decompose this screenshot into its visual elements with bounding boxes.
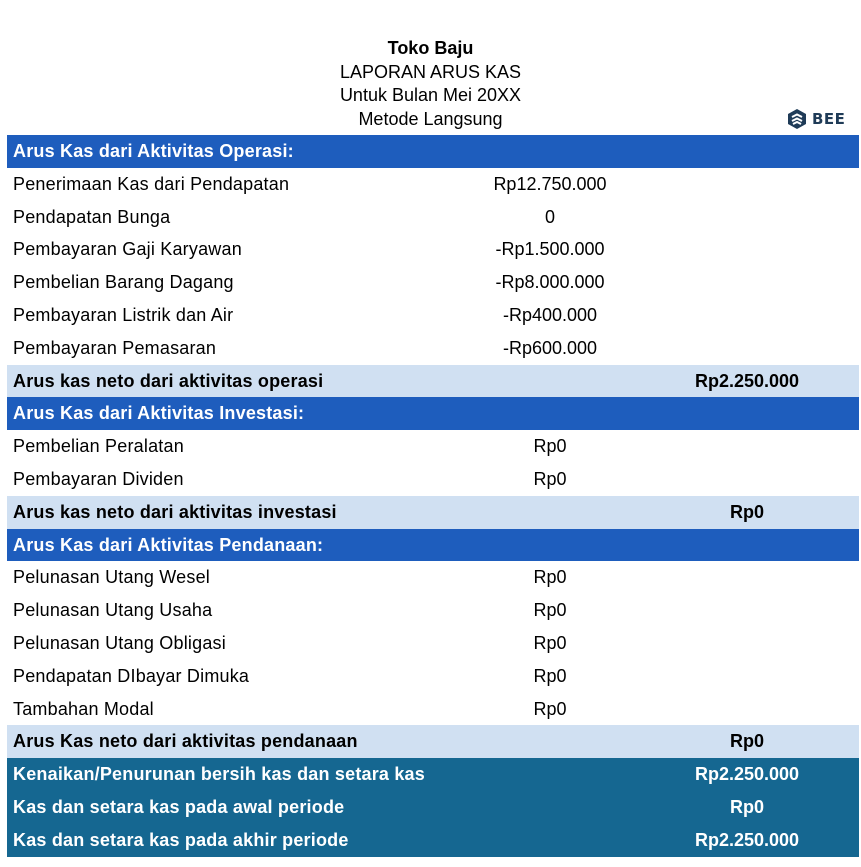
net-label: Arus kas neto dari aktivitas operasi	[13, 370, 324, 391]
row-value: Rp0	[533, 665, 567, 686]
row-value: 0	[544, 206, 555, 227]
table-row	[7, 266, 859, 299]
row-label: Pembelian Barang Dagang	[13, 272, 234, 293]
section-label: Arus Kas dari Aktivitas Investasi:	[13, 403, 305, 424]
section-financing-heading	[7, 529, 859, 562]
row-value: Rp0	[533, 567, 567, 588]
table-row	[7, 627, 859, 660]
section-label: Arus Kas dari Aktivitas Pendanaan:	[13, 534, 324, 555]
summary-label: Kenaikan/Penurunan bersih kas dan setara kas	[13, 764, 425, 785]
section-label: Arus Kas dari Aktivitas Operasi:	[13, 141, 294, 161]
net-label: Arus kas neto dari aktivitas investasi	[13, 501, 337, 522]
table-row	[7, 660, 859, 693]
summary-beginning-row	[7, 791, 859, 824]
section-operating-heading	[7, 135, 859, 168]
net-value: Rp0	[729, 731, 764, 752]
bee-hexagon-icon	[786, 108, 808, 130]
row-label: Pembayaran Listrik dan Air	[13, 304, 234, 325]
row-label: Penerimaan Kas dari Pendapatan	[13, 173, 290, 194]
bee-logo	[786, 108, 845, 130]
investing-net-row	[7, 496, 859, 529]
table-row	[7, 168, 859, 201]
operating-net-row	[7, 365, 859, 398]
row-value: -Rp1.500.000	[495, 239, 605, 260]
table-row	[7, 233, 859, 266]
report-header	[0, 37, 861, 131]
summary-ending-row	[7, 824, 859, 857]
report-method: Metode Langsung	[358, 108, 503, 129]
summary-value: Rp2.250.000	[694, 764, 800, 785]
net-label: Arus Kas neto dari aktivitas pendanaan	[13, 731, 358, 752]
table-row	[7, 463, 859, 496]
summary-net-change-row	[7, 758, 859, 791]
row-value: Rp0	[533, 632, 567, 653]
row-label: Pendapatan Bunga	[13, 206, 171, 227]
net-value: Rp0	[729, 501, 764, 522]
row-value: Rp0	[533, 436, 567, 457]
row-label: Pelunasan Utang Obligasi	[13, 632, 226, 653]
summary-value: Rp0	[729, 796, 764, 817]
row-value: -Rp8.000.000	[495, 272, 605, 293]
net-value: Rp2.250.000	[694, 370, 800, 391]
row-value: Rp0	[533, 468, 567, 489]
row-value: Rp0	[533, 600, 567, 621]
row-label: Pembayaran Gaji Karyawan	[13, 239, 242, 260]
company-name: Toko Baju	[387, 38, 474, 58]
cash-flow-table	[7, 135, 859, 857]
table-row	[7, 594, 859, 627]
table-row	[7, 299, 859, 332]
row-label: Tambahan Modal	[13, 698, 154, 719]
table-row	[7, 201, 859, 234]
table-row	[7, 561, 859, 594]
summary-value: Rp2.250.000	[694, 829, 800, 850]
row-label: Pelunasan Utang Wesel	[13, 567, 210, 588]
report-period: Untuk Bulan Mei 20XX	[339, 85, 522, 105]
row-value: -Rp600.000	[502, 337, 598, 358]
row-label: Pembelian Peralatan	[13, 436, 184, 457]
row-label: Pelunasan Utang Usaha	[13, 600, 213, 621]
report-title: LAPORAN ARUS KAS	[339, 61, 522, 82]
row-label: Pendapatan DIbayar Dimuka	[13, 665, 250, 686]
row-value: -Rp400.000	[502, 304, 598, 325]
summary-label: Kas dan setara kas pada akhir periode	[13, 829, 349, 850]
summary-label: Kas dan setara kas pada awal periode	[13, 796, 345, 817]
section-investing-heading	[7, 397, 859, 430]
table-row	[7, 693, 859, 726]
row-value: Rp0	[533, 698, 567, 719]
row-label: Pembayaran Dividen	[13, 468, 184, 489]
table-row	[7, 430, 859, 463]
row-value: Rp12.750.000	[493, 173, 607, 194]
table-row	[7, 332, 859, 365]
logo-text: BEE	[812, 110, 846, 128]
financing-net-row	[7, 725, 859, 758]
row-label: Pembayaran Pemasaran	[13, 337, 217, 358]
